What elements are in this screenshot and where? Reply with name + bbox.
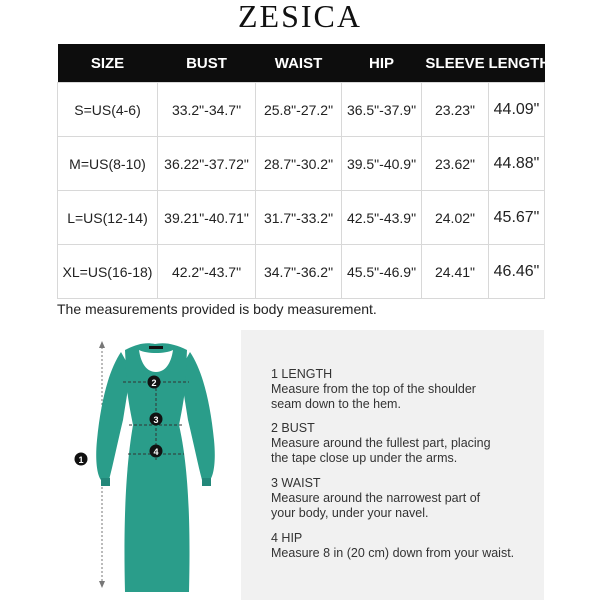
- table-row: [58, 137, 545, 191]
- measurement-guide-panel: [241, 330, 544, 600]
- header-size: SIZE: [58, 44, 158, 83]
- guide-text: Measure 8 in (20 cm) down from your waist.: [271, 546, 515, 560]
- svg-text:1: 1: [78, 455, 84, 465]
- table-row: [58, 245, 545, 299]
- svg-text:4: 4: [153, 447, 159, 457]
- cell-hip: 42.5"-43.9": [342, 191, 422, 245]
- cell-size: L=US(12-14): [58, 191, 158, 245]
- guide-text: your body, under your navel.: [271, 506, 429, 520]
- cell-waist: 31.7"-33.2": [256, 191, 342, 245]
- guide-title: 1 LENGTH: [271, 367, 333, 381]
- guide-title: 4 HIP: [271, 531, 303, 545]
- guide-text: the tape close up under the arms.: [271, 451, 458, 465]
- cell-bust: 42.2"-43.7": [158, 245, 256, 299]
- svg-text:3: 3: [153, 415, 159, 425]
- cell-hip: 36.5"-37.9": [342, 83, 422, 137]
- cell-size: S=US(4-6): [58, 83, 158, 137]
- cell-waist: 25.8"-27.2": [256, 83, 342, 137]
- guide-item-bust: [271, 421, 491, 466]
- table-row: [58, 191, 545, 245]
- cell-size: M=US(8-10): [58, 137, 158, 191]
- cell-hip: 39.5"-40.9": [342, 137, 422, 191]
- cell-waist: 28.7"-30.2": [256, 137, 342, 191]
- header-hip: HIP: [342, 44, 422, 83]
- cell-bust: 36.22"-37.72": [158, 137, 256, 191]
- table-header-row: [58, 44, 545, 83]
- header-sleeve: SLEEVE: [422, 44, 489, 83]
- guide-text: Measure from the top of the shoulder: [271, 382, 476, 396]
- cell-sleeve: 24.02": [422, 191, 489, 245]
- cell-sleeve: 23.23": [422, 83, 489, 137]
- marker-4: [150, 445, 163, 458]
- marker-1: [75, 453, 88, 466]
- cell-length: 44.88": [489, 137, 545, 191]
- cell-sleeve: 23.62": [422, 137, 489, 191]
- cell-length: 46.46": [489, 245, 545, 299]
- brand-logo: ZESICA: [238, 0, 362, 34]
- guide-text: Measure around the narrowest part of: [271, 491, 481, 505]
- cell-sleeve: 24.41": [422, 245, 489, 299]
- guide-item-length: [271, 367, 476, 412]
- guide-item-waist: [271, 476, 480, 521]
- guide-item-hip: [271, 531, 514, 561]
- guide-title: 3 WAIST: [271, 476, 321, 490]
- cell-bust: 39.21"-40.71": [158, 191, 256, 245]
- header-length: LENGTH: [489, 44, 545, 83]
- cell-bust: 33.2"-34.7": [158, 83, 256, 137]
- cell-length: 44.09": [489, 83, 545, 137]
- header-bust: BUST: [158, 44, 256, 83]
- table-row: [58, 83, 545, 137]
- cell-hip: 45.5"-46.9": [342, 245, 422, 299]
- marker-2: [148, 376, 161, 389]
- marker-3: [150, 413, 163, 426]
- guide-text: Measure around the fullest part, placing: [271, 436, 491, 450]
- cell-size: XL=US(16-18): [58, 245, 158, 299]
- header-waist: WAIST: [256, 44, 342, 83]
- guide-text: seam down to the hem.: [271, 397, 401, 411]
- dress-figure: [57, 330, 237, 600]
- cell-waist: 34.7"-36.2": [256, 245, 342, 299]
- svg-text:2: 2: [151, 378, 157, 388]
- guide-title: 2 BUST: [271, 421, 315, 435]
- cell-length: 45.67": [489, 191, 545, 245]
- measurement-note: The measurements provided is body measurement.: [57, 301, 377, 317]
- size-chart-table: [57, 44, 551, 299]
